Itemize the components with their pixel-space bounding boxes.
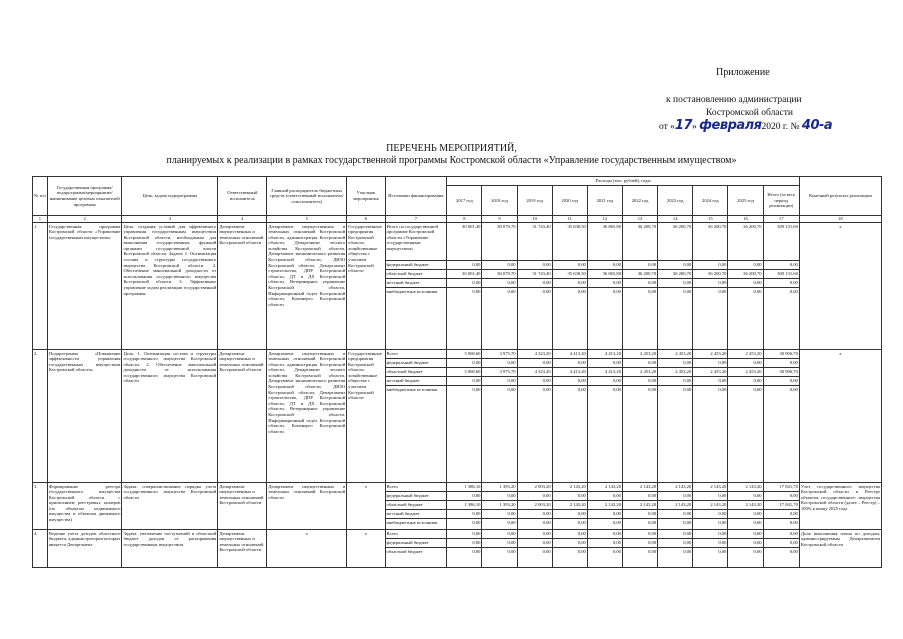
column-number: 5 <box>267 216 347 223</box>
row-gr: Департамент имущественных и земельных отношений Костромской области <box>267 483 347 530</box>
row-value: 0,00 <box>447 377 482 386</box>
row-source: внебюджетные источники <box>385 288 447 350</box>
row-value: 0,00 <box>693 539 728 548</box>
row-value: 0,00 <box>728 539 763 548</box>
row-value: 3 968,60 <box>447 350 482 359</box>
row-value: 2 453,20 <box>728 350 763 359</box>
row-value: 0,00 <box>447 539 482 548</box>
header-source: Источники финансирования <box>385 177 447 216</box>
row-value: 30 906,70 <box>763 368 799 377</box>
row-value: 36 865,80 <box>587 223 622 261</box>
row-value: 0,00 <box>517 519 552 530</box>
row-value: 0,00 <box>763 359 799 368</box>
row-name: Государственная программа Костромской области «Управление государственным имуществом» <box>47 223 122 350</box>
row-value: 309 131,60 <box>763 270 799 279</box>
row-value: 2 143,20 <box>552 483 587 492</box>
row-source: федеральный бюджет <box>385 492 447 501</box>
row-source: Итого по государственной программе Костромской области «Управление государственным имуществом» <box>385 223 447 261</box>
row-source: федеральный бюджет <box>385 359 447 368</box>
row-value: 36 200,70 <box>728 223 763 261</box>
row-value: 0,00 <box>552 492 587 501</box>
row-value: 2 143,20 <box>693 501 728 510</box>
row-value: 35 638,50 <box>552 223 587 261</box>
row-value: 0,00 <box>482 386 517 483</box>
row-value: 0,00 <box>622 359 657 368</box>
row-value: 0,00 <box>763 519 799 530</box>
row-source: областной бюджет <box>385 501 447 510</box>
row-value: 0,00 <box>763 539 799 548</box>
row-goal: Задача: увеличение поступлений в областной бюджет доходов от распоряжения государственным имуществом <box>122 530 218 568</box>
table-row <box>33 530 882 539</box>
row-value: 0,00 <box>587 261 622 270</box>
row-value: 0,00 <box>693 530 728 539</box>
row-value: 0,00 <box>517 510 552 519</box>
date-prefix: от « <box>659 122 675 132</box>
row-result: Учет государственного имущества Костромской области в Реестре объектов государственного имущества Костромской области (далее – Реестр) – 100% к концу 2025 года <box>799 483 881 530</box>
row-value: 0,00 <box>763 386 799 483</box>
row-value: 0,00 <box>658 359 693 368</box>
row-value: 0,00 <box>658 386 693 483</box>
header-name: Государственная программа/подпрограмма/мероприятие/ наименование целевых показателей программы <box>47 177 122 216</box>
header-year: 2025 год <box>728 186 763 216</box>
column-number: 9 <box>482 216 517 223</box>
row-value: 36 865,80 <box>587 270 622 279</box>
row-value: 0,00 <box>693 386 728 483</box>
row-participants: Государственные предприятия Костромской области, хозяйственные общества с участием Костромской области <box>347 350 385 483</box>
row-value: 0,00 <box>447 548 482 568</box>
column-number: 14 <box>658 216 693 223</box>
row-value: 30 001,40 <box>447 270 482 279</box>
row-executor: Департамент имущественных и земельных отношений Костромской области <box>218 350 267 483</box>
row-value: 0,00 <box>447 279 482 288</box>
row-value: 0,00 <box>622 539 657 548</box>
measures-table <box>32 176 882 568</box>
row-name: Подпрограмма «Повышение эффективности управления государственным имуществом Костромской области» <box>47 350 122 483</box>
row-value: 2 003,20 <box>517 501 552 510</box>
row-value: 0,00 <box>517 279 552 288</box>
row-value: 0,00 <box>658 530 693 539</box>
row-value: 0,00 <box>658 377 693 386</box>
row-value: 36 200,70 <box>658 270 693 279</box>
row-source: местный бюджет <box>385 279 447 288</box>
header-total: Итого (за весь период реализации) <box>763 186 799 216</box>
row-value: 0,00 <box>728 288 763 350</box>
row-source: местный бюджет <box>385 510 447 519</box>
row-value: 0,00 <box>447 492 482 501</box>
row-value: 0,00 <box>658 492 693 501</box>
row-value: 0,00 <box>763 279 799 288</box>
row-value: 35 638,50 <box>552 270 587 279</box>
row-value: 0,00 <box>447 510 482 519</box>
row-name: Формирование реестра государственного имущества Костромской области с присвоением реестровых номеров (по объектам недвижимого имущества и объектам движимого имущества) <box>47 483 122 530</box>
row-value: 0,00 <box>552 519 587 530</box>
row-value: 0,00 <box>728 548 763 568</box>
decree-line-2: Костромской области <box>706 108 793 118</box>
row-value: 0,00 <box>482 530 517 539</box>
row-value: 2 143,20 <box>552 501 587 510</box>
row-source: местный бюджет <box>385 377 447 386</box>
row-value: 4 413,20 <box>552 350 587 359</box>
row-value: 0,00 <box>552 510 587 519</box>
column-number: 7 <box>385 216 447 223</box>
row-value: 0,00 <box>552 279 587 288</box>
column-number: 16 <box>728 216 763 223</box>
row-value: 0,00 <box>552 548 587 568</box>
row-value: 0,00 <box>552 261 587 270</box>
row-source: Всего <box>385 483 447 492</box>
row-value: 0,00 <box>482 492 517 501</box>
column-number: 4 <box>218 216 267 223</box>
row-value: 0,00 <box>447 386 482 483</box>
row-value: 0,00 <box>622 288 657 350</box>
column-number: 15 <box>693 216 728 223</box>
column-number: 18 <box>799 216 881 223</box>
row-value: 2 143,20 <box>658 501 693 510</box>
handwritten-doc-number: 40-а <box>801 118 833 133</box>
row-value: 0,00 <box>587 359 622 368</box>
decree-date-line <box>659 120 832 133</box>
row-value: 0,00 <box>517 492 552 501</box>
row-value: 0,00 <box>763 377 799 386</box>
row-value: 17 841,70 <box>763 501 799 510</box>
row-source: Всего <box>385 530 447 539</box>
row-source: областной бюджет <box>385 548 447 568</box>
row-value: 0,00 <box>622 386 657 483</box>
row-value: 2 453,20 <box>658 368 693 377</box>
row-value: 0,00 <box>728 510 763 519</box>
header-participants: Участник мероприятия <box>347 177 385 216</box>
row-value: 0,00 <box>552 539 587 548</box>
table-row <box>33 350 882 359</box>
row-value: 30 001,40 <box>447 223 482 261</box>
row-value: 2 143,20 <box>587 483 622 492</box>
row-result: х <box>799 223 881 350</box>
header-year: 2020 год <box>552 186 587 216</box>
row-value: 0,00 <box>693 359 728 368</box>
date-year: 2020 г. № <box>761 122 802 132</box>
row-num: 4. <box>33 530 48 568</box>
row-gr: Департамент имущественных и земельных отношений Костромской области, администрация Костромской области, Департамент лесного хозяйства Костромской области, Департамент экономического развития Костромской области, ДИЗО Костромской области, Департамент строительства, ДПР Костромской области, ДТ и ДХ Костромской области, Ветеринарное управление Костромской области, Информационный отдел Костромской области, Комэнерго Костромской области <box>267 350 347 483</box>
row-value: 0,00 <box>482 279 517 288</box>
row-value: 0,00 <box>447 519 482 530</box>
row-value: 3 968,60 <box>447 368 482 377</box>
row-value: 2 143,20 <box>658 483 693 492</box>
row-value: 0,00 <box>552 288 587 350</box>
row-value: 30 906,70 <box>763 350 799 359</box>
row-value: 2 453,20 <box>693 368 728 377</box>
row-value: 0,00 <box>482 377 517 386</box>
row-value: 0,00 <box>658 510 693 519</box>
row-value: 0,00 <box>693 288 728 350</box>
row-value: 0,00 <box>587 279 622 288</box>
row-value: 0,00 <box>587 288 622 350</box>
row-goal: Цель: 1. Оптимизация состава и структуры государственного имущества Костромской области. 2. Обеспечение максимальной доходности от использования государственного имущества Костромской области <box>122 350 218 483</box>
row-value: 0,00 <box>622 548 657 568</box>
row-value: 0,00 <box>587 510 622 519</box>
row-value: 0,00 <box>728 261 763 270</box>
row-value: 0,00 <box>728 279 763 288</box>
row-value: 4 413,20 <box>552 368 587 377</box>
row-value: 2 143,20 <box>622 501 657 510</box>
row-value: 31 743,40 <box>517 270 552 279</box>
row-value: 0,00 <box>622 530 657 539</box>
row-value: 0,00 <box>587 377 622 386</box>
row-value: 1 393,20 <box>482 501 517 510</box>
row-value: 4 413,20 <box>587 368 622 377</box>
row-num: 1. <box>33 223 48 350</box>
row-goal: Задача: совершенствование порядка учета государственного имущества Костромской области <box>122 483 218 530</box>
row-value: 0,00 <box>552 377 587 386</box>
row-value: 0,00 <box>763 492 799 501</box>
handwritten-day: 17 <box>674 118 692 133</box>
row-value: 0,00 <box>622 377 657 386</box>
row-value: 2 143,20 <box>587 501 622 510</box>
header-executor: Ответственный исполнитель <box>218 177 267 216</box>
row-value: 17 841,70 <box>763 483 799 492</box>
row-value: 0,00 <box>622 510 657 519</box>
row-value: 4 323,20 <box>517 350 552 359</box>
row-value: 0,00 <box>517 539 552 548</box>
row-value: 0,00 <box>622 261 657 270</box>
header-result: Конечный результат реализации <box>799 177 881 216</box>
row-source: областной бюджет <box>385 368 447 377</box>
row-value: 36 200,70 <box>693 223 728 261</box>
date-mid: » <box>692 122 700 132</box>
row-value: 0,00 <box>728 386 763 483</box>
row-value: 0,00 <box>693 279 728 288</box>
row-value: 0,00 <box>587 530 622 539</box>
row-value: 0,00 <box>482 519 517 530</box>
row-value: 0,00 <box>622 279 657 288</box>
handwritten-month: февраля <box>699 118 762 133</box>
header-year: 2019 год <box>517 186 552 216</box>
row-value: 0,00 <box>587 539 622 548</box>
row-value: 36 200,70 <box>728 270 763 279</box>
row-source: областной бюджет <box>385 270 447 279</box>
row-result: х <box>799 350 881 483</box>
row-value: 0,00 <box>482 359 517 368</box>
table-row <box>33 223 882 261</box>
title-line-1: ПЕРЕЧЕНЬ МЕРОПРИЯТИЙ, <box>386 143 517 154</box>
row-source: федеральный бюджет <box>385 539 447 548</box>
row-value: 0,00 <box>517 288 552 350</box>
row-participants: х <box>347 530 385 568</box>
row-value: 0,00 <box>658 539 693 548</box>
row-goal: Цель: создания условий для эффективного управления государственным имуществом Костромской области, необходимым для выполнения государственных функций органами государственной власти Костромской области. Задачи: 1. Оптимизация состава и структуры государственного имущества Костромской области. 2. Обеспечение максимальной доходности от использования государственного имущества Костромской области. 3. Эффективное управление ходом реализации государственной программы <box>122 223 218 350</box>
row-value: 0,00 <box>447 359 482 368</box>
row-executor: Департамент имущественных и земельных отношений Костромской области <box>218 483 267 530</box>
row-value: 31 743,40 <box>517 223 552 261</box>
header-year: 2024 год <box>693 186 728 216</box>
row-value: 0,00 <box>482 510 517 519</box>
header-year: 2022 год <box>622 186 657 216</box>
row-value: 0,00 <box>658 288 693 350</box>
row-gr: Департамент имущественных и земельных отношений Костромской области, администрация Костромской области, Департамент лесного хозяйства Костромской области, Департамент экономического развития Костромской области, ДИЗО Костромской области, Департамент строительства, ДПР Костромской области, ДТ и ДХ Костромской области, Ветеринарное управление Костромской области, Информационный отдел Костромской области, Комэнерго Костромской области <box>267 223 347 350</box>
row-gr: х <box>267 530 347 568</box>
row-value: 3 975,70 <box>482 368 517 377</box>
row-source: внебюджетные источники <box>385 386 447 483</box>
row-name: Ведение учета доходов областного бюджета, администратором которых является Департамент <box>47 530 122 568</box>
row-participants: Государственные предприятия Костромской области, хозяйственные общества с участием Костромской области <box>347 223 385 350</box>
header-year: 2018 год <box>482 186 517 216</box>
column-number: 3 <box>122 216 218 223</box>
row-value: 2 453,20 <box>622 368 657 377</box>
row-value: 0,00 <box>517 261 552 270</box>
row-value: 0,00 <box>728 359 763 368</box>
column-number: 2 <box>47 216 122 223</box>
header-goal: Цель, задача подпрограммы <box>122 177 218 216</box>
row-value: 4 323,20 <box>517 368 552 377</box>
row-value: 0,00 <box>517 548 552 568</box>
row-value: 0,00 <box>728 530 763 539</box>
row-source: Всего <box>385 350 447 359</box>
decree-line-1: к постановлению администрации <box>666 95 802 105</box>
header-num: № п/п <box>33 177 48 216</box>
row-value: 0,00 <box>482 261 517 270</box>
row-value: 2 453,20 <box>658 350 693 359</box>
column-number: 8 <box>447 216 482 223</box>
column-number: 12 <box>587 216 622 223</box>
row-source: внебюджетные источники <box>385 519 447 530</box>
row-value: 0,00 <box>693 261 728 270</box>
row-value: 4 413,20 <box>587 350 622 359</box>
row-value: 0,00 <box>587 492 622 501</box>
column-number: 10 <box>517 216 552 223</box>
title-line-2: планируемых к реализации в рамках государственной программы Костромской области «Управление государственным имуществом» <box>166 155 737 166</box>
column-number: 11 <box>552 216 587 223</box>
row-value: 0,00 <box>447 261 482 270</box>
row-value: 2 453,20 <box>622 350 657 359</box>
row-value: 36 200,70 <box>693 270 728 279</box>
row-participants: х <box>347 483 385 530</box>
row-value: 0,00 <box>763 548 799 568</box>
column-number: 6 <box>347 216 385 223</box>
row-value: 3 975,70 <box>482 350 517 359</box>
row-value: 0,00 <box>587 548 622 568</box>
row-value: 0,00 <box>693 548 728 568</box>
row-value: 0,00 <box>763 261 799 270</box>
row-value: 0,00 <box>658 261 693 270</box>
row-value: 36 200,70 <box>622 223 657 261</box>
row-value: 0,00 <box>517 377 552 386</box>
header-year: 2023 год <box>658 186 693 216</box>
column-number: 17 <box>763 216 799 223</box>
row-value: 0,00 <box>517 386 552 483</box>
row-value: 0,00 <box>693 377 728 386</box>
row-value: 309 131,60 <box>763 223 799 261</box>
row-value: 0,00 <box>763 530 799 539</box>
row-value: 0,00 <box>482 288 517 350</box>
row-value: 2 143,20 <box>622 483 657 492</box>
row-value: 0,00 <box>552 359 587 368</box>
row-value: 2 143,20 <box>693 483 728 492</box>
table-row <box>33 483 882 492</box>
column-number: 1 <box>33 216 48 223</box>
row-value: 0,00 <box>763 288 799 350</box>
row-result: Доля выполнения плана по доходам, администрируемым Департаментом Костромской области <box>799 530 881 568</box>
row-value: 0,00 <box>658 519 693 530</box>
row-value: 2 143,20 <box>728 501 763 510</box>
row-value: 0,00 <box>693 492 728 501</box>
row-num: 3. <box>33 483 48 530</box>
row-value: 1 386,10 <box>447 483 482 492</box>
header-year: 2017 год <box>447 186 482 216</box>
row-value: 1 393,20 <box>482 483 517 492</box>
row-value: 36 200,70 <box>622 270 657 279</box>
row-value: 0,00 <box>482 548 517 568</box>
row-num: 2. <box>33 350 48 483</box>
row-value: 30 079,70 <box>482 223 517 261</box>
row-value: 0,00 <box>552 530 587 539</box>
row-value: 0,00 <box>728 492 763 501</box>
row-value: 0,00 <box>658 279 693 288</box>
row-value: 30 079,70 <box>482 270 517 279</box>
row-value: 2 003,20 <box>517 483 552 492</box>
column-number: 13 <box>622 216 657 223</box>
row-value: 36 200,70 <box>658 223 693 261</box>
row-value: 0,00 <box>622 492 657 501</box>
row-value: 0,00 <box>728 377 763 386</box>
row-value: 0,00 <box>587 386 622 483</box>
row-value: 2 453,20 <box>728 368 763 377</box>
row-source: федеральный бюджет <box>385 261 447 270</box>
row-value: 0,00 <box>622 519 657 530</box>
row-value: 2 453,20 <box>693 350 728 359</box>
row-value: 0,00 <box>517 530 552 539</box>
header-year: 2021 год <box>587 186 622 216</box>
row-value: 2 143,20 <box>728 483 763 492</box>
row-value: 0,00 <box>728 519 763 530</box>
row-value: 0,00 <box>693 519 728 530</box>
appendix-label: Приложение <box>716 67 770 78</box>
row-value: 0,00 <box>658 548 693 568</box>
row-value: 0,00 <box>763 510 799 519</box>
header-expenses: Расходы (тыс. рублей), годы <box>447 177 800 186</box>
row-value: 0,00 <box>447 288 482 350</box>
document-title <box>0 143 903 167</box>
row-value: 0,00 <box>517 359 552 368</box>
row-executor: Департамент имущественных и земельных отношений Костромской области <box>218 223 267 350</box>
row-value: 0,00 <box>552 386 587 483</box>
row-value: 0,00 <box>447 530 482 539</box>
header-gr: Главный распорядитель бюджетных средств (ответственный исполнитель/соисполнитель) <box>267 177 347 216</box>
row-value: 1 386,10 <box>447 501 482 510</box>
row-value: 0,00 <box>587 519 622 530</box>
row-value: 0,00 <box>482 539 517 548</box>
row-value: 0,00 <box>693 510 728 519</box>
row-executor: Департамент имущественных и земельных отношений Костромской области <box>218 530 267 568</box>
